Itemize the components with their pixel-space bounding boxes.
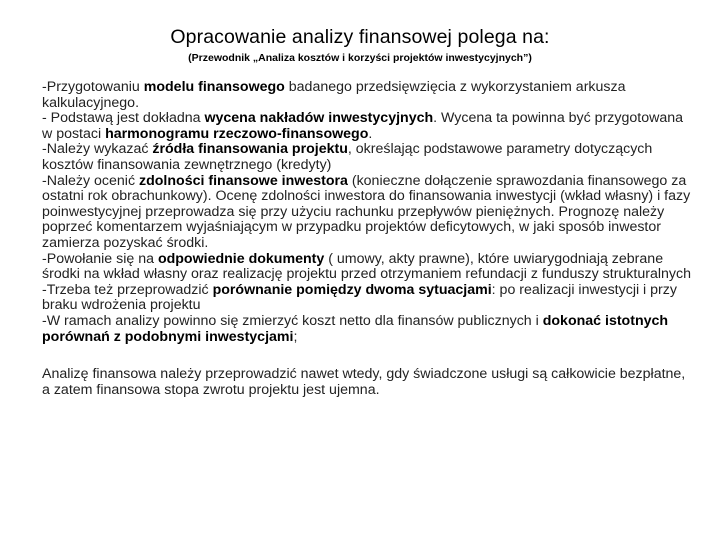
slide-body <box>42 80 692 398</box>
list-item <box>42 142 692 173</box>
text-run: ( umowy, akty prawne), które uwiarygodniają zebrane środki na wkład własny oraz realizację projektu przed otrzymaniem refundacji z funduszy strukturalnych <box>42 250 691 283</box>
text-run: -Trzeba też przeprowadzić <box>42 281 213 298</box>
text-run: . Wycena ta powinna być przygotowana w postaci <box>42 110 684 142</box>
text-run: -W ramach analizy powinno się zmierzyć koszt netto dla finansów publicznych i <box>42 312 543 329</box>
text-run: ; <box>293 328 298 345</box>
text-run: -Przygotowaniu <box>42 79 144 95</box>
list-item <box>42 252 692 283</box>
text-run: - Podstawą jest dokładna <box>42 110 205 127</box>
emphasis-text: zdolności finansowe inwestora <box>139 172 348 189</box>
emphasis-text: harmonogramu rzeczowo-finansowego <box>105 125 369 142</box>
text-run: -Należy ocenić <box>42 172 139 189</box>
text-run: , określając podstawowe parametry dotyczących kosztów finansowania zewnętrznego (kredyty) <box>42 141 653 173</box>
list-item <box>42 314 692 345</box>
slide-subtitle: (Przewodnik „Analiza kosztów i korzyści projektów inwestycyjnych”) <box>188 52 532 64</box>
text-run: . <box>368 125 373 142</box>
emphasis-text: odpowiednie dokumenty <box>157 250 325 267</box>
list-item <box>42 80 692 111</box>
text-run: (konieczne dołączenie sprawozdania finansowego za ostatni rok obrachunkowy). Ocenę zdolności inwestora do finansowania inwestycji (wkład własny) i fazy poinwestycyjnej przeprowadza się przy użyciu rachunku przepływów pieniężnych. Prognozę należy poprzeć komentarzem wyjaśniającym w przypadku projektów deficytowych, w jaki sposób inwestor zamierza pozyskać środki. <box>42 172 691 251</box>
text-run: : po realizacji inwestycji i przy braku wdrożenia projektu <box>42 281 677 314</box>
list-item <box>42 174 692 252</box>
text-run: -Należy wykazać <box>42 141 153 158</box>
emphasis-text: modelu finansowego <box>143 79 285 95</box>
emphasis-text: dokonać istotnych porównań z podobnymi inwestycjami <box>42 312 669 345</box>
list-item <box>42 111 692 142</box>
emphasis-text: źródła finansowania projektu <box>152 141 348 158</box>
bullet-list <box>42 80 692 345</box>
slide-title: Opracowanie analizy finansowej polega na: <box>170 26 550 48</box>
list-item <box>42 283 692 314</box>
text-run: badanego przedsięwzięcia z wykorzystaniem arkusza kalkulacyjnego. <box>42 79 626 111</box>
emphasis-text: porównanie pomiędzy dwoma sytuacjami <box>212 281 492 298</box>
text-run: -Powołanie się na <box>42 250 158 267</box>
emphasis-text: wycena nakładów inwestycyjnych <box>204 110 434 127</box>
closing-paragraph: Analizę finansowa należy przeprowadzić nawet wtedy, gdy świadczone usługi są całkowicie bezpłatne, a zatem finansowa stopa zwrotu projektu jest ujemna. <box>42 366 686 398</box>
